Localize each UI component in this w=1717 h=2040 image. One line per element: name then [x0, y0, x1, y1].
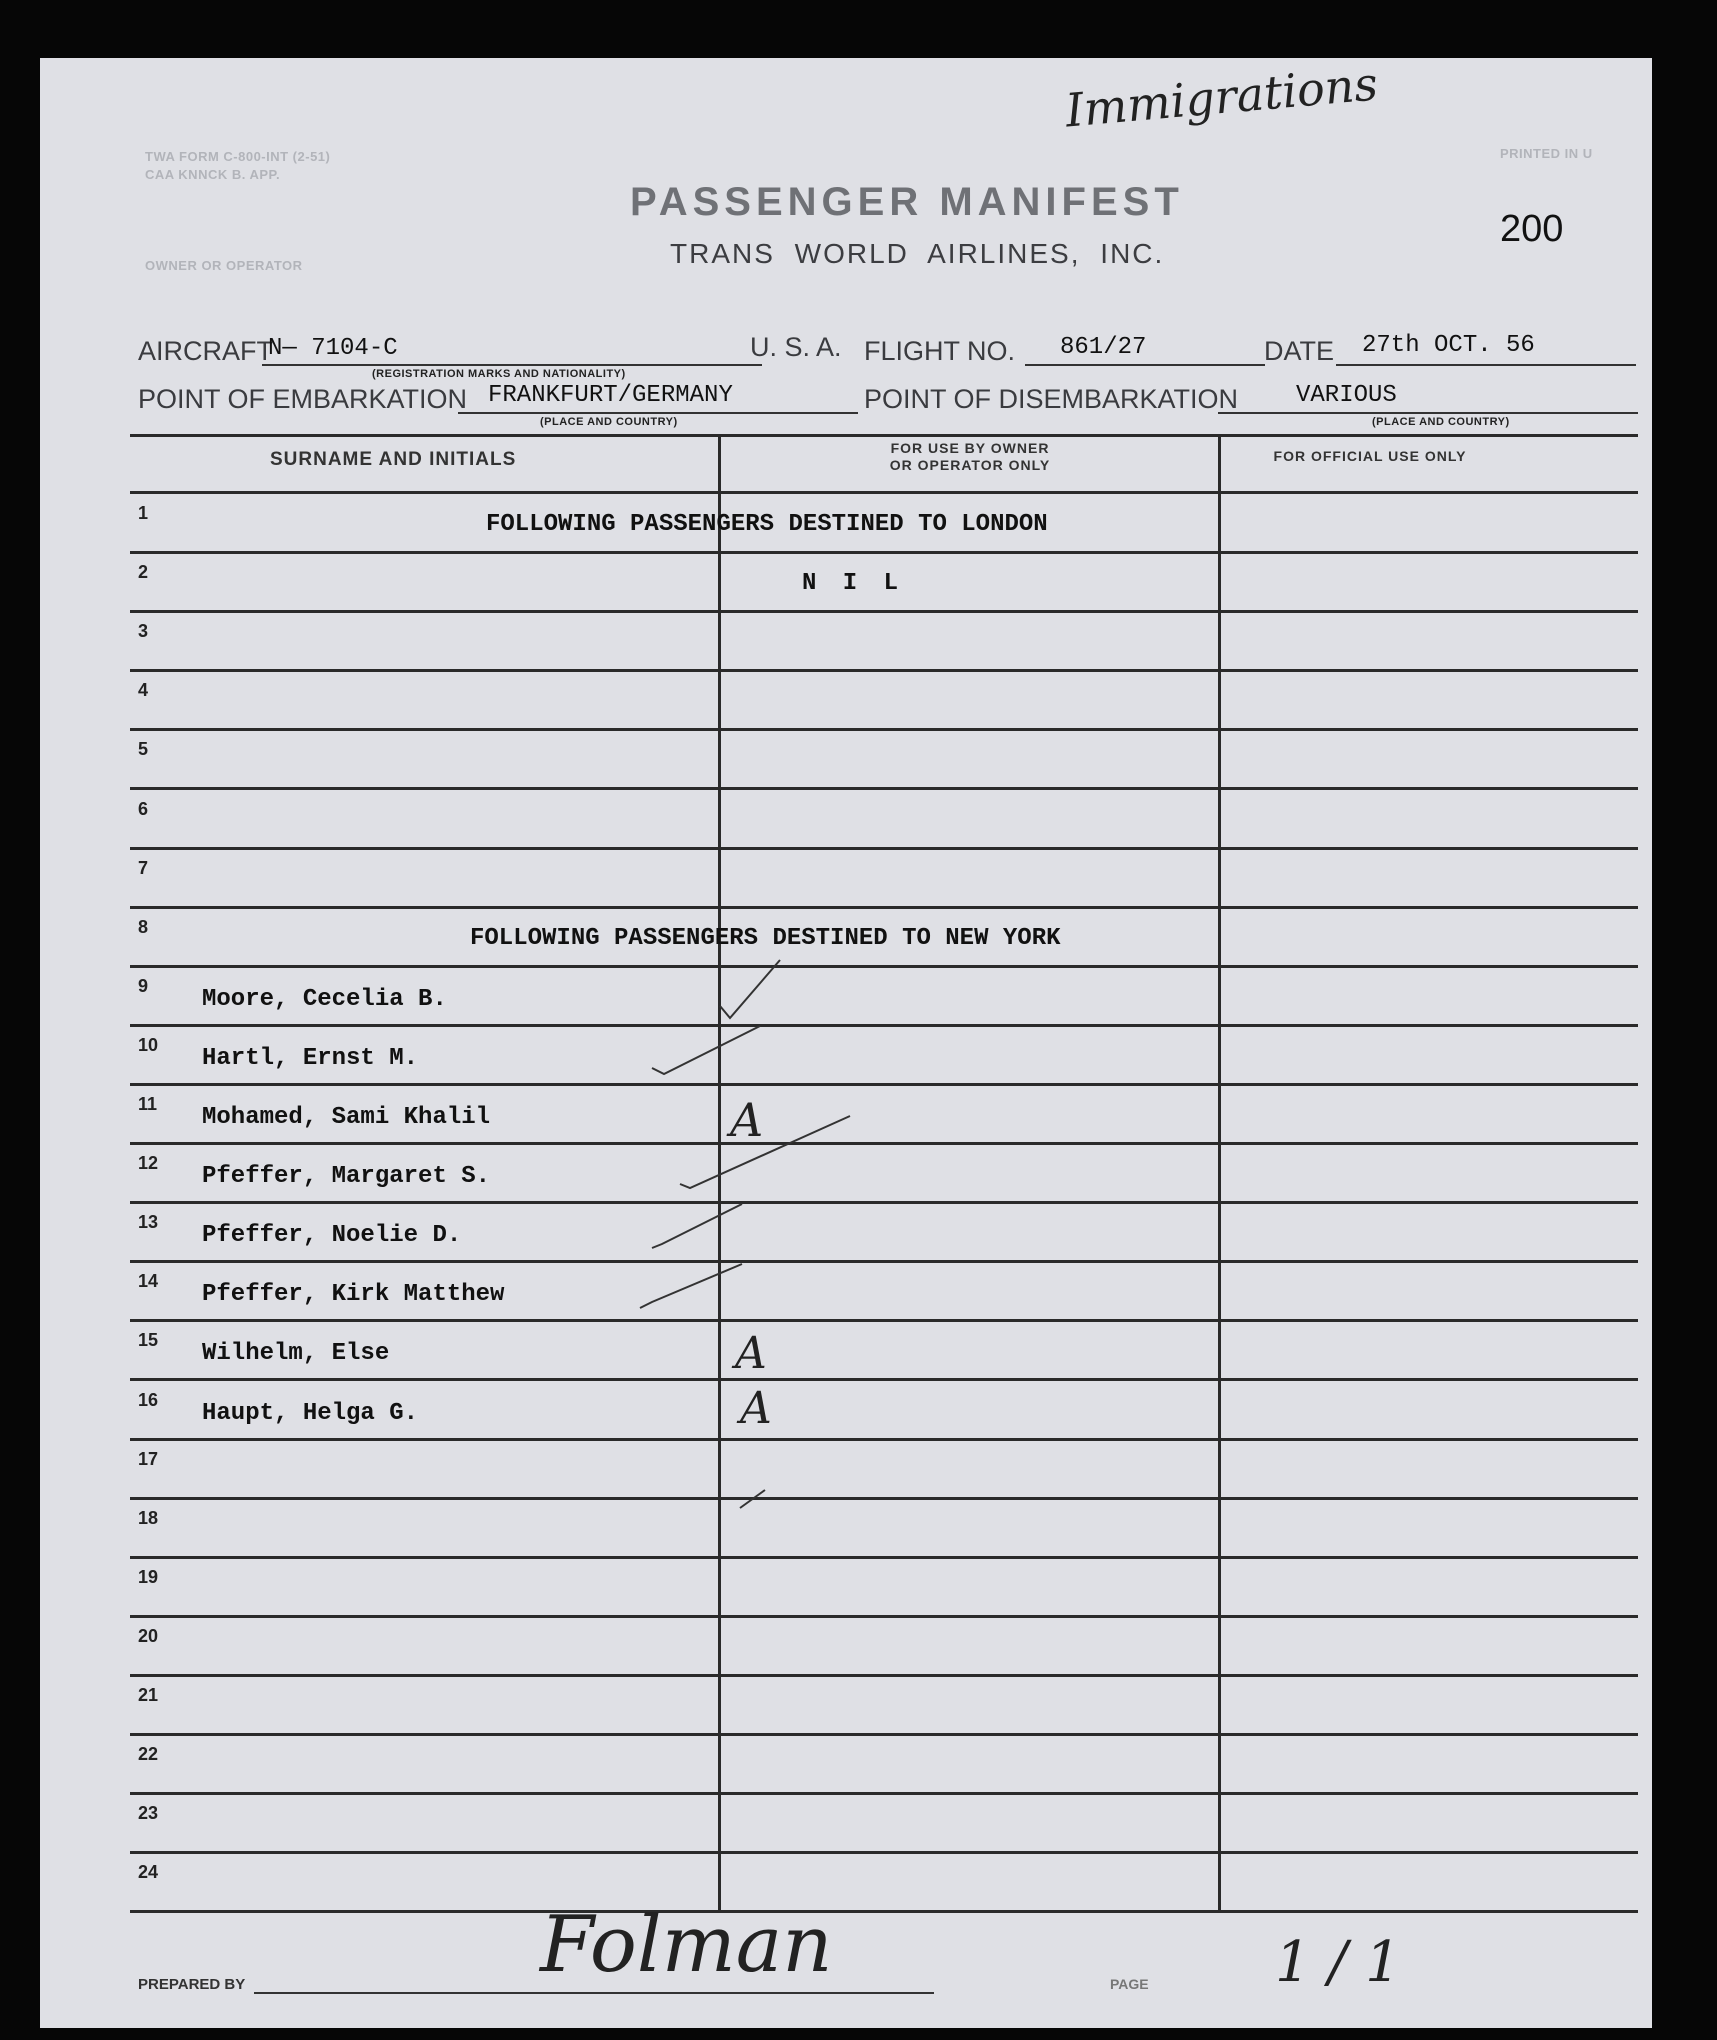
col-header-owner-line2: OR OPERATOR ONLY [889, 457, 1051, 473]
col-header-surname: SURNAME AND INITIALS [270, 449, 517, 470]
checkmarks [640, 960, 850, 1508]
passenger-name: Pfeffer, Margaret S. [202, 1163, 491, 1191]
row-number: 6 [138, 798, 149, 819]
checkmark-row12 [680, 1116, 850, 1188]
passenger-name: Moore, Cecelia B. [202, 985, 447, 1013]
row-number: 20 [138, 1625, 159, 1646]
row-number: 13 [138, 1212, 159, 1233]
disembarkation-sublabel: (PLACE AND COUNTRY) [1372, 416, 1510, 428]
aircraft-label: AIRCRAFT [138, 336, 273, 366]
checkmark-row10 [652, 1026, 760, 1074]
row-note: N I L [802, 570, 905, 598]
row-number: 10 [138, 1034, 159, 1055]
row-number: 23 [138, 1803, 159, 1824]
embarkation-sublabel: (PLACE AND COUNTRY) [540, 416, 678, 428]
row-number: 8 [138, 916, 149, 937]
manifest-sheet [40, 58, 1652, 2028]
manifest-number: 200 [1500, 208, 1564, 250]
date-label: DATE [1264, 336, 1335, 366]
row-number: 16 [138, 1389, 159, 1410]
row-number: 19 [138, 1566, 159, 1587]
handwritten-mark-row11: A [730, 1093, 764, 1147]
row-number: 22 [138, 1744, 159, 1765]
prepared-by-underline [254, 1992, 934, 1994]
checkmark-row13 [652, 1204, 742, 1248]
row-number: 4 [138, 680, 149, 701]
airline-name: TRANS WORLD AIRLINES, INC. [670, 238, 1165, 269]
row-number: 1 [138, 503, 149, 523]
checkmark-row14 [640, 1264, 742, 1308]
row-note: FOLLOWING PASSENGERS DESTINED TO LONDON [486, 511, 1048, 538]
disembarkation-value: VARIOUS [1296, 382, 1397, 409]
col-header-official: FOR OFFICIAL USE ONLY [1273, 448, 1467, 464]
row-number: 18 [138, 1507, 159, 1528]
aircraft-sublabel: (REGISTRATION MARKS AND NATIONALITY) [372, 368, 626, 380]
row-number: 5 [138, 739, 149, 760]
prepared-by-label: PREPARED BY [138, 1976, 246, 1993]
checkmark-row17 [740, 1490, 765, 1508]
col-header-owner-line1: FOR USE BY OWNER [890, 440, 1050, 456]
row-number: 15 [138, 1330, 159, 1351]
passenger-name: Pfeffer, Kirk Matthew [202, 1281, 505, 1309]
row-number: 2 [138, 562, 149, 583]
row-number: 24 [138, 1862, 159, 1883]
passenger-name: Haupt, Helga G. [202, 1399, 419, 1427]
row-number: 3 [138, 621, 149, 642]
checkmarks-layer [40, 58, 1652, 2028]
form-id-line2: CAA KNNCK B. APP. [145, 167, 281, 182]
preparer-signature: Folman [540, 1900, 833, 1990]
row-number: 11 [138, 1094, 158, 1114]
printed-label: PRINTED IN U [1500, 146, 1593, 161]
handwritten-mark-row16: A [740, 1383, 772, 1434]
embarkation-label: POINT OF EMBARKATION [138, 384, 468, 414]
embarkation-value: FRANKFURT/GERMANY [488, 382, 733, 409]
disembarkation-label: POINT OF DISEMBARKATION [864, 384, 1239, 414]
form-id-line1: TWA FORM C-800-INT (2-51) [145, 149, 331, 164]
row-number: 17 [138, 1448, 159, 1469]
passenger-name: Wilhelm, Else [202, 1340, 390, 1368]
flight-value: 861/27 [1060, 334, 1147, 361]
row-number: 9 [138, 975, 149, 996]
passenger-name: Mohamed, Sami Khalil [202, 1104, 491, 1131]
page-title: PASSENGER MANIFEST [630, 180, 1184, 224]
row-number: 12 [138, 1153, 159, 1174]
usa-label: U. S. A. [750, 332, 842, 362]
row-number: 14 [138, 1271, 159, 1292]
aircraft-value: N— 7104-C [268, 335, 398, 362]
date-value: 27th OCT. 56 [1362, 332, 1535, 359]
handwritten-note: Immigrations [1063, 56, 1380, 138]
flight-label: FLIGHT NO. [864, 336, 1016, 366]
row-number: 21 [138, 1685, 159, 1705]
row-note: FOLLOWING PASSENGERS DESTINED TO NEW YORK [470, 924, 1061, 952]
passenger-name: Hartl, Ernst M. [202, 1044, 419, 1072]
page-value: 1 / 1 [1275, 1930, 1401, 1995]
owner-operator-label: OWNER OR OPERATOR [145, 258, 303, 273]
checkmark-row9 [720, 960, 780, 1018]
page-label: PAGE [1110, 1976, 1149, 1992]
passenger-name: Pfeffer, Noelie D. [202, 1222, 462, 1250]
row-number: 7 [138, 857, 149, 878]
handwritten-mark-row15: A [735, 1328, 767, 1379]
